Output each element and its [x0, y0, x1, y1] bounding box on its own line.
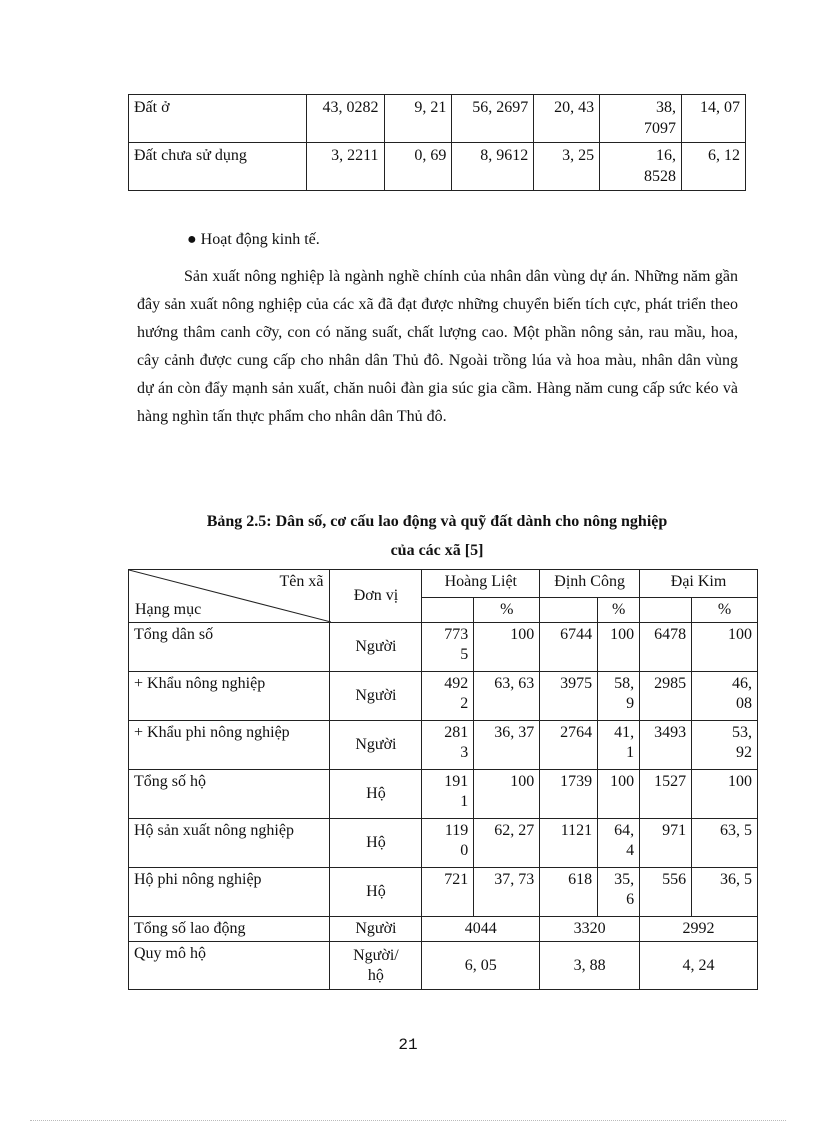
merged-cell: 3, 88 [540, 942, 640, 990]
row-label: + Khẩu nông nghiệp [129, 672, 330, 721]
table-cell: 3, 2211 [306, 143, 384, 191]
merged-cell: 3320 [540, 917, 640, 942]
table-cell: 721 [422, 868, 474, 917]
table-cell: 63, 5 [692, 819, 758, 868]
table-cell: 38, 7097 [600, 95, 682, 143]
row-unit: Người/ hộ [330, 942, 422, 990]
table-cell: 3493 [640, 721, 692, 770]
table-cell: 100 [692, 770, 758, 819]
table-cell: 618 [540, 868, 598, 917]
table-cell: 20, 43 [534, 95, 600, 143]
table-cell: 36, 5 [692, 868, 758, 917]
section-heading-text: Hoạt động kinh tế. [200, 231, 320, 248]
table-cell: 2985 [640, 672, 692, 721]
header-pct: % [474, 598, 540, 623]
table-cell: 3, 25 [534, 143, 600, 191]
row-unit: Hộ [330, 868, 422, 917]
table-cell: 0, 69 [384, 143, 452, 191]
table-row [129, 770, 758, 819]
table-cell: 100 [598, 770, 640, 819]
table-cell: 281 3 [422, 721, 474, 770]
table-cell: 1739 [540, 770, 598, 819]
caption-line-1: Bảng 2.5: Dân số, cơ cấu lao động và quỹ đất dành cho nông nghiệp [206, 513, 668, 530]
table-cell: 9, 21 [384, 95, 452, 143]
row-unit: Hộ [330, 770, 422, 819]
merged-cell: 4044 [422, 917, 540, 942]
table-row [129, 868, 758, 917]
table-cell: 2764 [540, 721, 598, 770]
table-cell: 8, 9612 [452, 143, 534, 191]
header-category-label: Hạng mục [135, 601, 202, 618]
header-empty [422, 598, 474, 623]
table-cell: 35, 6 [598, 868, 640, 917]
row-label: Tổng số hộ [129, 770, 330, 819]
header-empty [640, 598, 692, 623]
row-label: Hộ sản xuất nông nghiệp [129, 819, 330, 868]
table-cell: 43, 0282 [306, 95, 384, 143]
header-pct: % [692, 598, 758, 623]
table-cell: 58, 9 [598, 672, 640, 721]
table-cell: 62, 27 [474, 819, 540, 868]
row-unit: Người [330, 721, 422, 770]
table-caption [128, 507, 746, 565]
table-cell: 191 1 [422, 770, 474, 819]
body-paragraph: Sản xuất nông nghiệp là ngành nghề chính của nhân dân vùng dự án. Những năm gần đây sản xuất nông nghiệp của các xã đã đạt được những chuyển biến tích cực, phát triển theo hướng thâm canh cỡy, con có năng suất, chất lượng cao. Một phần nông sản, rau mầu, hoa, cây cảnh được cung cấp cho nhân dân Thủ đô. Ngoài trồng lúa và hoa màu, nhân dân vùng dự án còn đẩy mạnh sản xuất, chăn nuôi đàn gia súc gia cầm. Hàng năm cung cấp sức kéo và hàng nghìn tấn thực phẩm cho nhân dân Thủ đô. [137, 268, 738, 425]
row-label: Hộ phi nông nghiệp [129, 868, 330, 917]
table-row [129, 672, 758, 721]
bullet-icon: ● [187, 231, 197, 248]
merged-cell: 4, 24 [640, 942, 758, 990]
table-cell: 63, 63 [474, 672, 540, 721]
population-table [128, 569, 758, 990]
table-cell: 46, 08 [692, 672, 758, 721]
table-cell: 37, 73 [474, 868, 540, 917]
land-use-table [128, 94, 746, 191]
table-cell: 6478 [640, 623, 692, 672]
table-cell: 6744 [540, 623, 598, 672]
row-unit: Người [330, 623, 422, 672]
table-row [129, 819, 758, 868]
table-cell: 100 [598, 623, 640, 672]
row-unit: Người [330, 917, 422, 942]
table-cell: 492 2 [422, 672, 474, 721]
table-cell: 64, 4 [598, 819, 640, 868]
table-row [129, 143, 746, 191]
table-cell: 14, 07 [682, 95, 746, 143]
row-label: Tổng dân số [129, 623, 330, 672]
row-unit: Người [330, 672, 422, 721]
row-label: Đất chưa sử dụng [129, 143, 307, 191]
table-cell: 41, 1 [598, 721, 640, 770]
table-row [129, 917, 758, 942]
table-cell: 16, 8528 [600, 143, 682, 191]
header-unit: Đơn vị [330, 570, 422, 623]
row-label: Đất ở [129, 95, 307, 143]
table-cell: 53, 92 [692, 721, 758, 770]
table-cell: 773 5 [422, 623, 474, 672]
table-cell: 6, 12 [682, 143, 746, 191]
row-unit: Hộ [330, 819, 422, 868]
row-label: Tổng số lao động [129, 917, 330, 942]
table-row [129, 942, 758, 990]
header-commune-label: Tên xã [279, 573, 324, 590]
table-cell: 1527 [640, 770, 692, 819]
table-cell: 56, 2697 [452, 95, 534, 143]
row-label: + Khẩu phi nông nghiệp [129, 721, 330, 770]
header-commune-3: Đại Kim [640, 570, 758, 598]
caption-line-2: của các xã [5] [390, 542, 484, 559]
merged-cell: 2992 [640, 917, 758, 942]
table-cell: 971 [640, 819, 692, 868]
table-cell: 1121 [540, 819, 598, 868]
header-commune-1: Hoàng Liệt [422, 570, 540, 598]
table-row [129, 623, 758, 672]
table-cell: 556 [640, 868, 692, 917]
header-pct: % [598, 598, 640, 623]
merged-cell: 6, 05 [422, 942, 540, 990]
table-cell: 36, 37 [474, 721, 540, 770]
diagonal-header-cell [129, 570, 330, 623]
table-cell: 100 [474, 623, 540, 672]
bottom-divider [30, 1120, 786, 1121]
table-cell: 3975 [540, 672, 598, 721]
table-cell: 100 [474, 770, 540, 819]
row-label: Quy mô hộ [129, 942, 330, 990]
header-empty [540, 598, 598, 623]
header-commune-2: Định Công [540, 570, 640, 598]
table-row [129, 95, 746, 143]
page-number: 21 [398, 1036, 418, 1054]
table-cell: 100 [692, 623, 758, 672]
table-cell: 119 0 [422, 819, 474, 868]
section-heading [187, 231, 320, 249]
table-row [129, 721, 758, 770]
